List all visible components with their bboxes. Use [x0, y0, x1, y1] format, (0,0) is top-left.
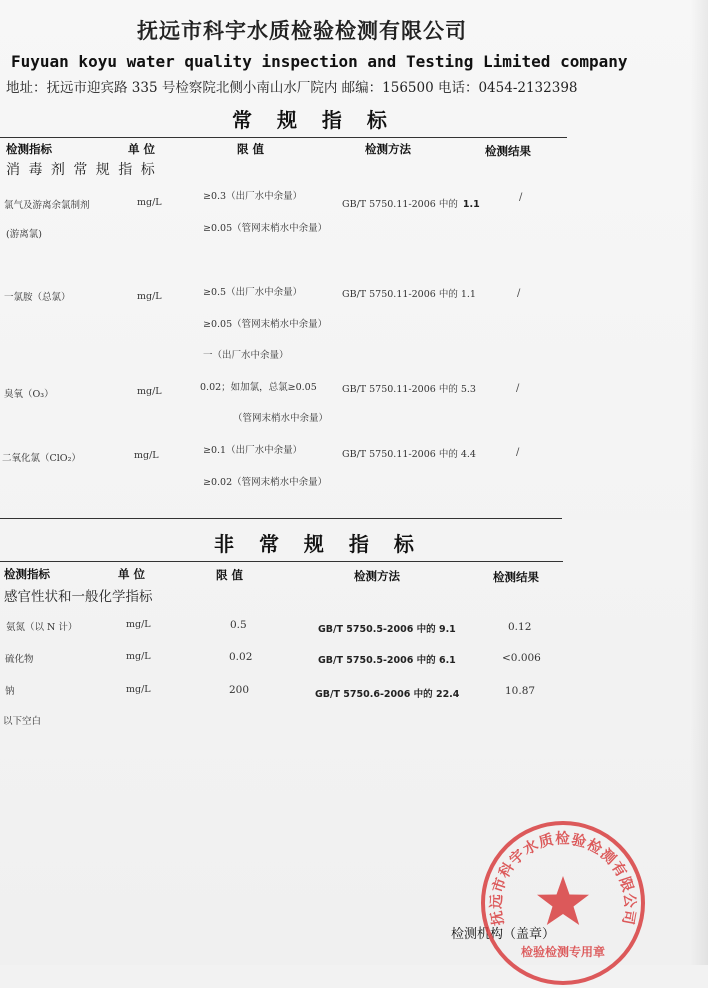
row-name: 一氯胺（总氯） — [4, 292, 71, 303]
row-method: GB/T 5750.5-2006 中的 9.1 — [318, 624, 456, 635]
row-result: / — [516, 447, 520, 458]
row-limit: 一（出厂水中余量） — [203, 350, 289, 361]
routine-section-end-rule — [0, 518, 562, 519]
row-unit: mg/L — [126, 619, 151, 630]
routine-col-unit: 单 位 — [128, 142, 156, 156]
row-name-sub: (游离氯) — [6, 229, 42, 240]
row-limit: ≥0.02（管网末梢水中余量） — [203, 477, 328, 488]
routine-col-result: 检测结果 — [485, 144, 531, 158]
scan-edge-shadow — [690, 0, 708, 965]
company-name-en: Fuyuan koyu water quality inspection and Testing Limited company — [11, 52, 628, 71]
row-method: GB/T 5750.5-2006 中的 6.1 — [318, 655, 456, 666]
row-limit: ≥0.1（出厂水中余量） — [203, 445, 303, 456]
row-limit: 0.02；如加氯，总氯≥0.05 — [200, 382, 317, 393]
row-limit: （管网末梢水中余量） — [233, 413, 329, 424]
row-name: 硫化物 — [5, 654, 34, 665]
nonroutine-col-unit: 单 位 — [118, 567, 146, 581]
row-result: 0.12 — [508, 621, 532, 633]
routine-col-limit: 限 值 — [237, 142, 265, 156]
row-result: 10.87 — [505, 685, 536, 697]
row-unit: mg/L — [126, 651, 151, 662]
inspection-agency-seal-label: 检测机构（盖章） — [451, 927, 556, 942]
row-method — [342, 192, 480, 211]
seal-arc-text: 抚远市科宇水质检验检测有限公司 — [487, 830, 639, 927]
company-address: 地址：抚远市迎宾路 335 号检察院北侧小南山水厂院内 邮编：156500 电话：0454-2132398 — [6, 80, 578, 96]
row-limit: ≥0.05（管网末梢水中余量） — [203, 223, 328, 234]
seal-sub-text: 检验检测专用章 — [520, 945, 606, 959]
routine-header-rule — [0, 137, 567, 138]
nonroutine-group-label: 感官性状和一般化学指标 — [4, 589, 153, 605]
row-method-number: 1.1 — [462, 199, 480, 210]
row-limit: ≥0.5（出厂水中余量） — [203, 287, 303, 298]
row-name: 氨氮（以 N 计） — [6, 622, 78, 633]
row-name: 钠 — [5, 686, 15, 697]
row-unit: mg/L — [137, 197, 162, 208]
row-limit: 0.5 — [230, 619, 247, 631]
row-name: 臭氧（O₃） — [4, 389, 54, 400]
row-method-prefix: GB/T 5750.11-2006 中的 — [342, 199, 458, 210]
row-limit: ≥0.05（管网末梢水中余量） — [203, 319, 328, 330]
row-unit: mg/L — [126, 684, 151, 695]
official-seal-stamp — [478, 818, 648, 988]
nonroutine-header-rule — [0, 561, 563, 562]
nonroutine-col-limit: 限 值 — [216, 568, 244, 582]
nonroutine-col-method: 检测方法 — [354, 569, 400, 583]
row-name: 氯气及游离余氯制剂 — [4, 200, 90, 211]
routine-group-label: 消 毒 剂 常 规 指 标 — [6, 162, 157, 178]
row-limit: 0.02 — [229, 651, 253, 663]
nonroutine-section-title: 非 常 规 指 标 — [214, 532, 423, 556]
row-limit: 200 — [229, 684, 250, 696]
company-name-cn: 抚远市科宇水质检验检测有限公司 — [137, 18, 467, 43]
row-unit: mg/L — [137, 291, 162, 302]
row-method: GB/T 5750.6-2006 中的 22.4 — [315, 689, 460, 700]
seal-star-icon — [537, 876, 589, 925]
row-method: GB/T 5750.11-2006 中的 4.4 — [342, 449, 476, 460]
blank-note: 以下空白 — [3, 716, 42, 727]
row-result: <0.006 — [502, 652, 541, 664]
row-unit: mg/L — [137, 386, 162, 397]
row-result: / — [516, 383, 520, 394]
row-method: GB/T 5750.11-2006 中的 1.1 — [342, 289, 476, 300]
row-result: / — [519, 192, 523, 203]
row-name: 二氧化氯（ClO₂） — [2, 453, 81, 464]
routine-section-title: 常 规 指 标 — [232, 108, 396, 132]
nonroutine-col-item: 检测指标 — [4, 567, 50, 581]
nonroutine-col-result: 检测结果 — [493, 570, 539, 584]
row-method: GB/T 5750.11-2006 中的 5.3 — [342, 384, 476, 395]
routine-col-method: 检测方法 — [365, 142, 411, 156]
routine-col-item: 检测指标 — [6, 142, 52, 156]
row-limit: ≥0.3（出厂水中余量） — [203, 191, 303, 202]
row-unit: mg/L — [134, 450, 159, 461]
row-result: / — [517, 288, 521, 299]
